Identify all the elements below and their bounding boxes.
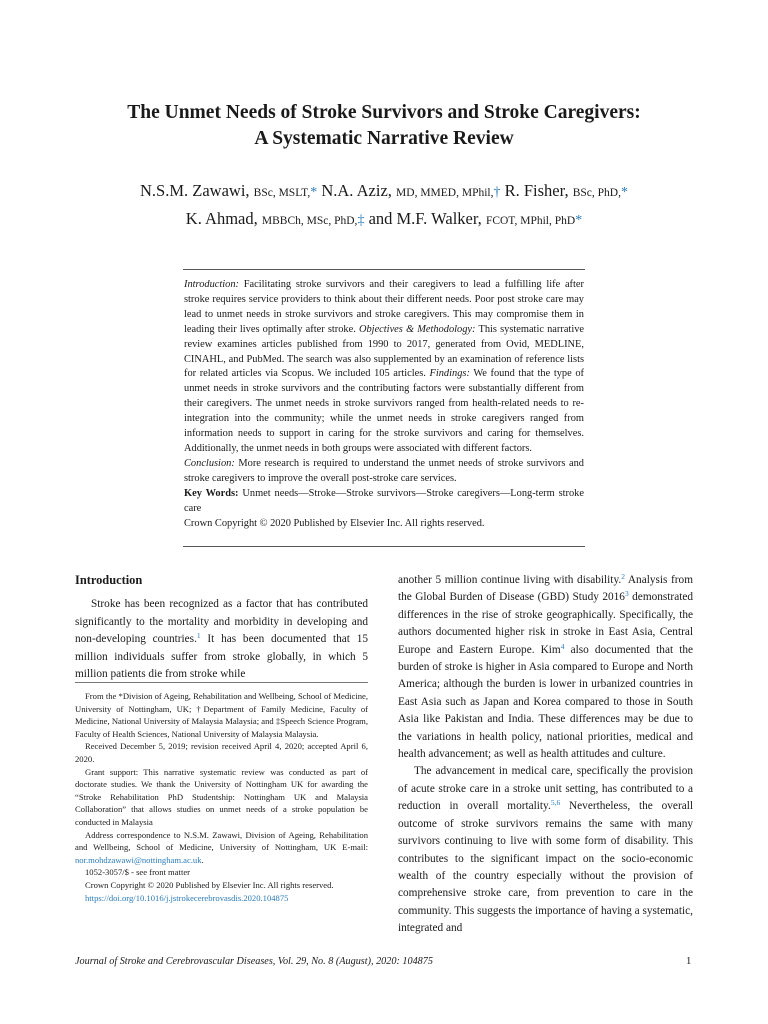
author-conjunction: and: [368, 209, 393, 228]
right-text-d: also documented that the burden of stroke is higher in Asia compared to Europe and North America; although the burden is lower in urbanized countries in East Asia such as Japan and Korea compared to those in South Asia like Pakistan and India. These differences may be due to the variations in health policy, national priorities, medical and health advancement; as well as health attitudes and culture.: [398, 643, 693, 761]
intro-text-b: It has been documented that 15 million individuals suffer from stroke globally, in which 5 million patients die from stroke while: [75, 633, 368, 681]
keywords-label: Key Words:: [184, 487, 239, 499]
affiliation-mark[interactable]: ‡: [357, 213, 365, 228]
author-name: K. Ahmad,: [185, 209, 258, 228]
footnote-issn: 1052-3057/$ - see front matter: [85, 867, 191, 878]
page-number: 1: [686, 956, 692, 967]
journal-footer: Journal of Stroke and Cerebrovascular Diseases, Vol. 29, No. 8 (August), 2020: 104875: [75, 956, 433, 967]
doi-link[interactable]: https://doi.org/10.1016/j.jstrokecerebrovasdis.2020.104875: [85, 892, 289, 903]
abstract-findings-label: Findings:: [429, 368, 470, 380]
right-paragraph-2: [398, 763, 693, 937]
footnote-copyright: Crown Copyright © 2020 Published by Elsevier Inc. All rights reserved.: [85, 879, 334, 890]
section-heading-introduction: Introduction: [75, 573, 143, 587]
author-degrees: BSc, PhD,: [572, 187, 621, 199]
author-name: N.A. Aziz,: [321, 181, 392, 200]
abstract-findings-text: We found that the type of unmet needs in stroke survivors and the contributing factors were substantially different from their caregivers. The unmet needs in stroke survivors ranged from health-related needs to re-integration into the community; while the unmet needs in stroke caregivers ranged from information needs to support in caring for the stroke survivors and caring for themselves. Additionally, the unmet needs in both groups were associated with different factors.: [184, 368, 584, 454]
address-text: Address correspondence to N.S.M. Zawawi, Division of Ageing, Rehabilitation and Wellbeing, School of Medicine, University of Nottingham, UK E-mail:: [75, 829, 368, 853]
citation-link[interactable]: 3: [624, 589, 629, 599]
article-title: [40, 100, 728, 152]
abstract: [184, 278, 584, 531]
abstract-conclusion: [184, 457, 584, 487]
right-text-e: The advancement in medical care, specifically the provision of acute stroke care in a stroke unit setting, has contributed to a reduction in overall mortality.: [398, 765, 693, 813]
affiliation-mark[interactable]: *: [620, 185, 628, 200]
left-column: [75, 572, 368, 683]
right-text-b: Analysis from the Global Burden of Disease (GBD) Study 2016: [398, 574, 693, 604]
author-degrees: FCOT, MPhil, PhD: [485, 215, 576, 227]
right-paragraph-1: [398, 572, 693, 763]
abstract-methods-text: This systematic narrative review examines articles published from 1990 to 2017, generated from Ovid, MEDLINE, CINAHL, and PubMed. The search was also supplemented by an examination of reference lists for related articles via Scopus. We included 105 articles.: [184, 323, 585, 380]
address-end: .: [201, 854, 204, 865]
abstract-intro-text: Facilitating stroke survivors and their caregivers to lead a fulfilling life after stroke requires service providers to think about their different needs. Poor post stroke care may lead to unmet needs in stroke survivors and stroke caregivers. This may compromise them in leading their lives optimally after stroke.: [184, 279, 584, 335]
email-link[interactable]: nor.mohdzawawi@nottingham.ac.uk: [75, 854, 202, 865]
keywords: [184, 487, 584, 517]
keywords-text: Unmet needs—Stroke—Stroke survivors—Stroke caregivers—Long-term stroke care: [184, 487, 584, 514]
author-name: M.F. Walker,: [396, 209, 482, 228]
abstract-conclusion-text: More research is required to understand the unmet needs of stroke survivors and stroke caregivers to improve the overall post-stroke care services.: [184, 457, 584, 484]
citation-link[interactable]: 5,6: [550, 798, 561, 808]
author-degrees: MBBCh, MSc, PhD,: [261, 215, 358, 227]
author-name: R. Fisher,: [504, 181, 569, 200]
abstract-bottom-rule: [183, 546, 585, 547]
footnote-grant: Grant support: This narrative systematic review was conducted as part of doctorate studies. We thank the University of Nottingham UK for awarding the “Stroke Rehabilitation PhD Studentship: Nottingham UK and Malaysia Collaboration” that allows studies on unmet needs of a stroke population be conducted in Malaysia: [75, 766, 368, 827]
citation-link[interactable]: 1: [196, 631, 201, 641]
author-degrees: MD, MMED, MPhil,: [396, 187, 494, 199]
footnote-affiliations: From the *Division of Ageing, Rehabilitation and Wellbeing, School of Medicine, University of Nottingham, UK; †Department of Family Medicine, Faculty of Medicine, National University of Malaysia Malaysia; and ‡Speech Science Program, Faculty of Health Sciences, National University of Malaysia Malaysia.: [75, 691, 368, 739]
author-degrees: BSc, MSLT,: [253, 187, 311, 199]
author-line-2: [30, 206, 738, 234]
right-column: [398, 572, 693, 938]
abstract-intro-label: Introduction:: [184, 279, 240, 290]
citation-link[interactable]: 2: [621, 572, 625, 581]
right-text-f: Nevertheless, the overall outcome of stroke survivors remains the same with many survivors continuing to live with some form of disability. This contributes to the significant impact on the socio-economic wealth of the country especially without the provision of comprehensive stroke care, from prevention to care in the community. This suggests the importance of having a systematic, integrated and: [398, 800, 694, 935]
affiliation-mark[interactable]: †: [493, 185, 501, 200]
title-line-1: The Unmet Needs of Stroke Survivors and Stroke Caregivers:: [127, 102, 641, 123]
author-name: N.S.M. Zawawi,: [140, 181, 250, 200]
footnotes: [75, 690, 368, 904]
abstract-methods-label: Objectives & Methodology:: [358, 323, 476, 335]
abstract-body: [184, 278, 584, 457]
footnote-rule: [75, 682, 368, 683]
footnote-address: [75, 829, 368, 867]
title-line-2: A Systematic Narrative Review: [254, 128, 514, 149]
author-line-1: [30, 178, 738, 206]
intro-text-a: Stroke has been recognized as a factor that has contributed significantly to the mortality and morbidity in developing and non-developing countries.: [75, 598, 368, 646]
right-text-a: another 5 million continue living with disability.: [398, 574, 622, 586]
affiliation-mark[interactable]: *: [575, 213, 583, 228]
abstract-conclusion-label: Conclusion:: [184, 457, 235, 469]
intro-paragraph: [75, 596, 368, 683]
footnote-received: Received December 5, 2019; revision received April 4, 2020; accepted April 6, 2020.: [75, 741, 368, 764]
abstract-top-rule: [183, 269, 585, 270]
abstract-copyright: Crown Copyright © 2020 Published by Elsevier Inc. All rights reserved.: [184, 517, 485, 529]
citation-link[interactable]: 4: [560, 641, 565, 651]
affiliation-mark[interactable]: *: [310, 185, 318, 200]
author-list: [30, 178, 738, 234]
right-text-c: demonstrated differences in the rise of stroke geographically. Specifically, the authors documented higher risk in stroke in East Asia, Central Europe and Eastern Europe. Kim: [398, 591, 694, 656]
